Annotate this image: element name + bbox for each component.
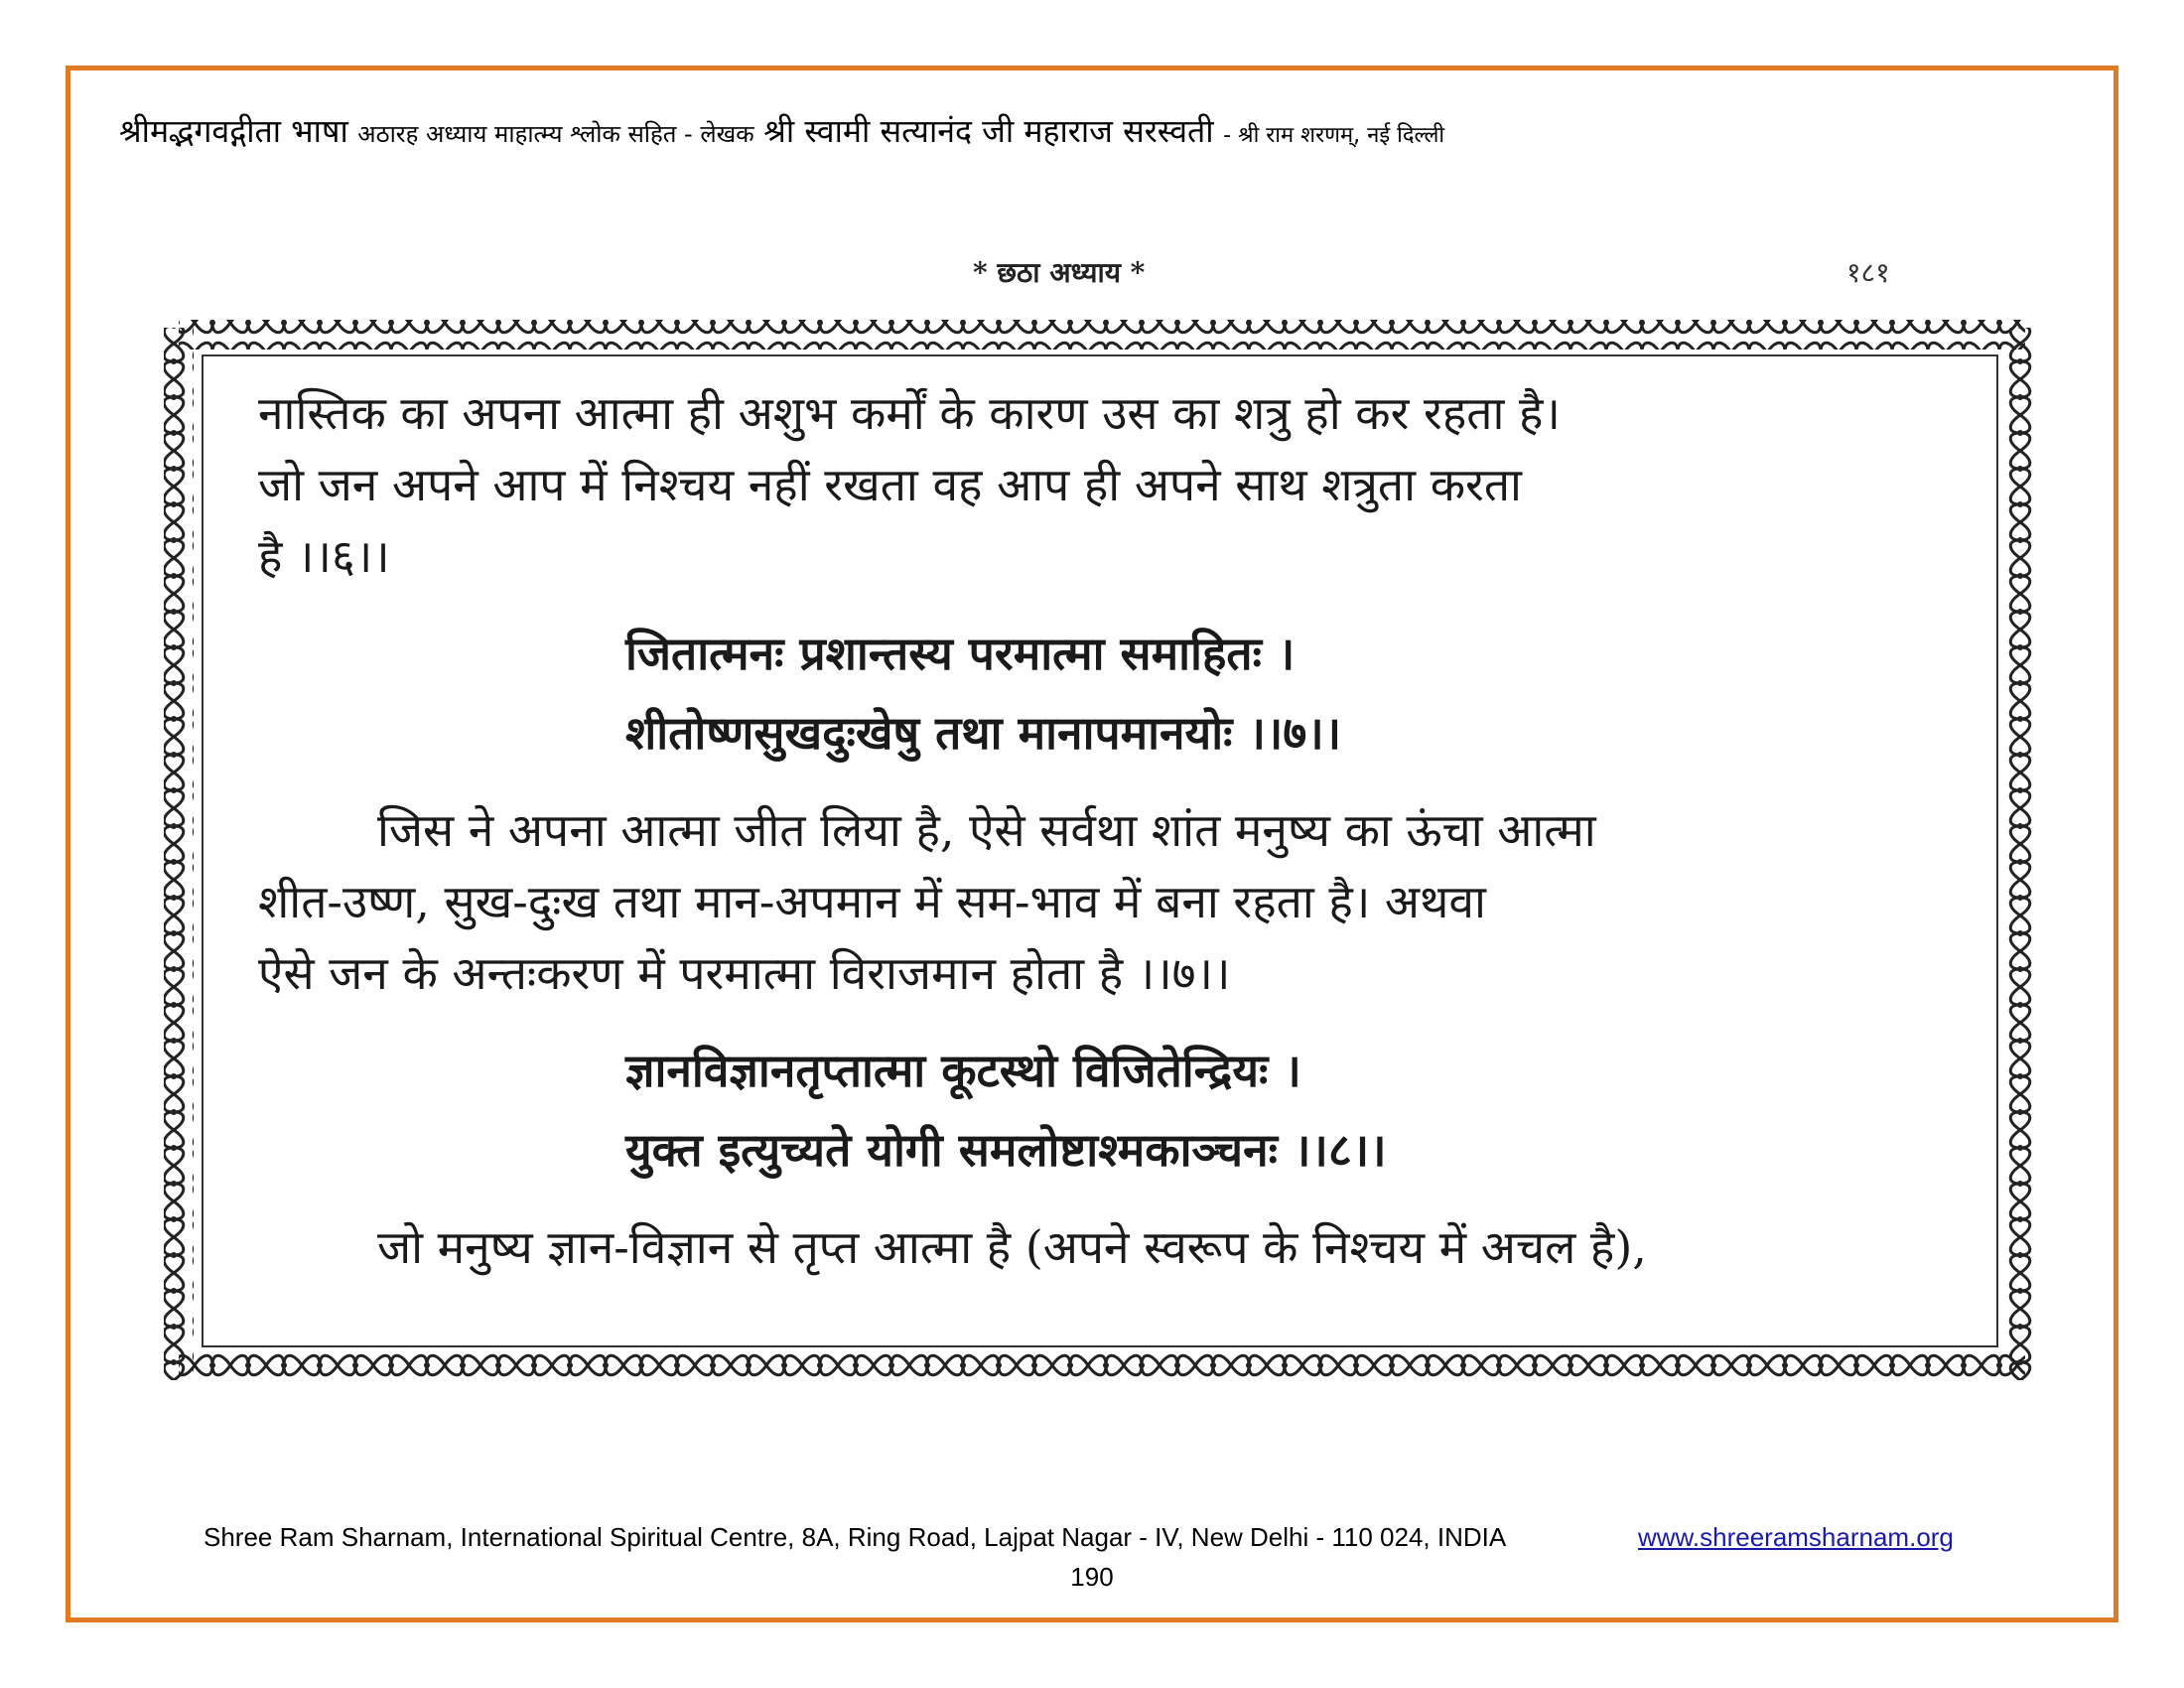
- chapter-title: * छठा अध्याय *: [973, 256, 1146, 289]
- header-publisher: - श्री राम शरणम्, नई दिल्ली: [1223, 123, 1445, 148]
- border-right: [2005, 328, 2035, 1380]
- header-subtitle: अठारह अध्याय माहात्म्य श्लोक सहित - लेखक: [357, 120, 754, 148]
- scanned-page: [159, 248, 2045, 1400]
- text-line: नास्तिक का अपना आत्मा ही अशुभ कर्मों के कारण उस का शत्रु हो कर रहता है।: [258, 386, 1561, 440]
- verse-line: युक्त इत्युच्यते योगी समलोष्टाश्मकाञ्चनः ।।८।।: [625, 1123, 1387, 1177]
- chapter-header: [159, 253, 2045, 293]
- header-author: श्री स्वामी सत्यानंद जी महाराज सरस्वती: [763, 112, 1214, 150]
- meaning-line: ऐसे जन के अन्तःकरण में परमात्मा विराजमान होता है ।।७।।: [258, 946, 1231, 1000]
- scan-page-number: १८१: [1846, 256, 1890, 289]
- website-link[interactable]: www.shreeramsharnam.org: [1638, 1522, 1954, 1552]
- border-top: [179, 320, 2025, 350]
- verse-line: शीतोष्णसुखदुःखेषु तथा मानापमानयोः ।।७।।: [625, 706, 1342, 760]
- text-line: जो जन अपने आप में निश्चय नहीं रखता वह आप ही अपने साथ शत्रुता करता: [258, 458, 1522, 511]
- border-bottom: [179, 1352, 2025, 1382]
- border-left: [164, 328, 194, 1380]
- meaning-line: शीत-उष्ण, सुख-दुःख तथा मान-अपमान में सम-भाव में बना रहता है। अथवा: [258, 875, 1486, 928]
- meaning-line: जिस ने अपना आत्मा जीत लिया है, ऐसे सर्वथा शांत मनुष्य का ऊंचा आत्मा: [377, 803, 1596, 857]
- page-header: [119, 111, 2065, 156]
- footer-page-number: 190: [1070, 1562, 1114, 1592]
- verse-line: जितात्मनः प्रशान्तस्य परमात्मा समाहितः ।: [625, 627, 1296, 680]
- text-line: है ।।६।।: [258, 529, 390, 583]
- verse-line: ज्ञानविज्ञानतृप्तात्मा कूटस्थो विजितेन्द्रियः ।: [625, 1044, 1301, 1097]
- footer-address: Shree Ram Sharnam, International Spiritual Centre, 8A, Ring Road, Lajpat Nagar - IV, New Delhi - 110 024, INDIA: [204, 1522, 1507, 1552]
- header-book-title: श्रीमद्भगवद्गीता भाषा: [119, 112, 348, 150]
- scan-body-text: [258, 377, 1946, 1283]
- meaning-line: जो मनुष्य ज्ञान-विज्ञान से तृप्त आत्मा है (अपने स्वरूप के निश्चय में अचल है),: [377, 1220, 1647, 1274]
